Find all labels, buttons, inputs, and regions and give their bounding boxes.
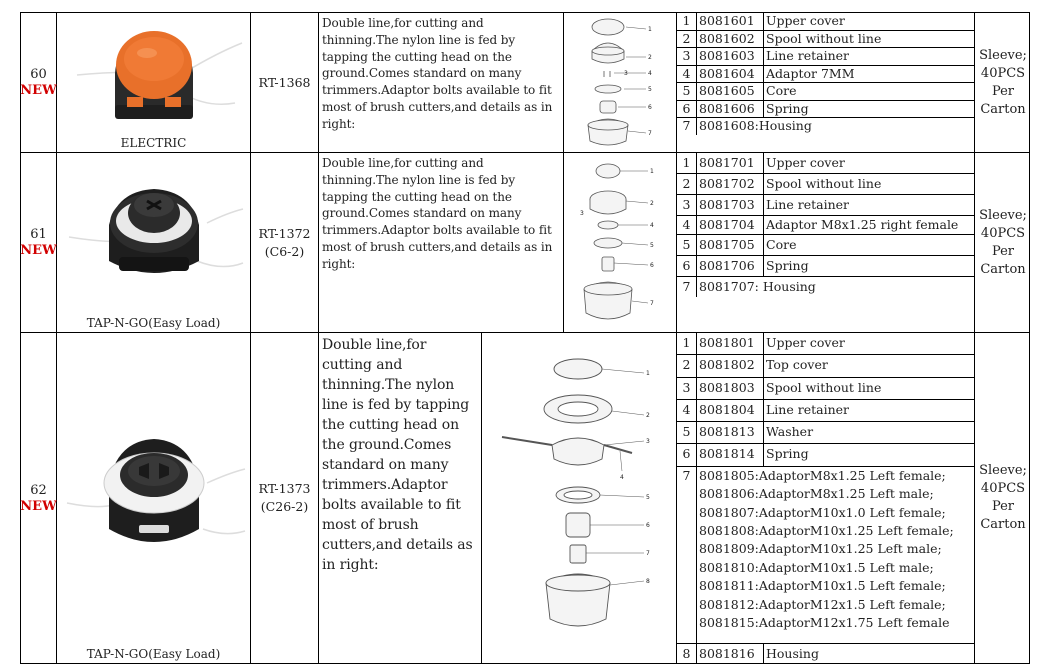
model-number [251,13,319,152]
product-row-62 [21,333,1029,663]
callout-4: 4 [620,474,624,481]
trimmer-head-black-image [57,153,251,315]
product-caption: ELECTRIC [120,136,187,150]
adaptor-item: 8081815:AdaptorM12x1.75 Left female [699,615,950,630]
adaptor-item: 8081809:AdaptorM10x1.25 Left male; [699,541,942,557]
model-code: RT-1373 [258,481,311,496]
new-badge: NEW [20,83,57,98]
adaptor-list [697,467,974,633]
callout-4: 4 [650,222,654,229]
part-row: 8 8081816 Housing [677,643,974,663]
model-code: RT-1372 [258,225,311,241]
exploded-view-diagram [564,153,677,331]
callout-2: 2 [646,412,650,419]
model-subcode: (C6-2) [264,243,305,259]
exploded-view-diagram [482,333,677,661]
callout-3: 3 [580,210,584,217]
product-row-61 [21,153,1029,333]
packing-info: Sleeve; 40PCS Per Carton [979,207,1027,277]
product-number [21,333,57,663]
product-number-text: 60 [30,67,47,82]
part-row: 4 8081604 Adaptor 7MM [677,65,974,83]
callout-1: 1 [646,370,650,377]
part-row: 2 8081702 Spool without line [677,174,974,195]
part-row: 4 8081704 Adaptor M8x1.25 right female [677,216,974,235]
exploded-diagram [564,13,677,152]
part-row: 5 8081813 Washer [677,422,974,444]
callout-2: 2 [648,54,652,61]
part-row: 3 8081703 Line retainer [677,195,974,216]
product-number [21,13,57,152]
part-row: 1 8081801 Upper cover [677,333,974,355]
adaptor-item: 8081810:AdaptorM10x1.5 Left male; [699,559,934,575]
product-photo [57,333,251,663]
part-row: 3 8081803 Spool without line [677,377,974,399]
catalog-table [20,12,1030,664]
product-caption: TAP-N-GO(Easy Load) [86,316,221,330]
new-badge: NEW [20,498,57,514]
adaptor-item: 8081807:AdaptorM10x1.0 Left female; [699,504,946,520]
callout-3: 3 [646,438,650,445]
adaptor-item: 8081812:AdaptorM12x1.5 Left female; [699,596,946,612]
packing-info: Sleeve; 40PCS Per Carton [979,47,1027,117]
callout-5: 5 [648,86,652,93]
parts-list [677,13,975,152]
exploded-diagram [564,153,677,332]
parts-list [677,153,975,332]
product-photo [57,153,251,332]
callout-6: 6 [650,262,654,269]
exploded-diagram [482,333,677,663]
part-row: 2 8081602 Spool without line [677,30,974,48]
callout-5: 5 [646,494,650,501]
part-row: 4 8081804 Line retainer [677,399,974,421]
part-row: 6 8081706 Spring [677,256,974,277]
model-number [251,333,319,663]
callout-7: 7 [648,130,652,137]
callout-7: 7 [646,550,650,557]
part-row: 6 8081606 Spring [677,100,974,118]
product-description: Double line,for cutting and thinning.The nylon line is fed by tapping the cutting head on the ground.Comes standard on many trimmers.Adaptor bolts available to fit most of brush cutters,and details as in right: [319,13,564,152]
product-number-text: 61 [30,227,47,242]
callout-8: 8 [646,578,650,585]
exploded-view-diagram [564,13,677,151]
adaptor-item: 8081806:AdaptorM8x1.25 Left male; [699,486,934,502]
part-row-adaptors: 7 8081805:AdaptorM8x1.25 Left female; 8081806:AdaptorM8x1.25 Left male; 8081807:AdaptorM10x1.0 Left female; 8081808:AdaptorM10x1.25 Left female; 8081809:AdaptorM10x1.25 Left male; 8081810:AdaptorM10x1.5 Left male; 8081811:AdaptorM10x1.5 Left female; 8081812:AdaptorM12x1.5 Left female; 8081815:AdaptorM12x1.75 Left female [677,466,974,643]
callout-1: 1 [648,26,652,33]
adaptor-item: 8081805:AdaptorM8x1.25 Left female; [699,467,946,483]
part-row: 7 8081608:Housing [677,118,974,135]
callout-7: 7 [650,300,654,307]
product-number [21,153,57,332]
new-badge: NEW [20,243,57,258]
part-row: 5 8081705 Core [677,235,974,256]
model-number [251,153,319,332]
part-row: 1 8081601 Upper cover [677,13,974,30]
part-row: 2 8081802 Top cover [677,355,974,377]
product-description: Double line,for cutting and thinning.The nylon line is fed by tapping the cutting head on the ground.Comes standard on many trimmers.Adaptor bolts available to fit most of brush cutters,and details as in right: [319,333,482,663]
callout-5: 5 [650,242,654,249]
model-code: RT-1368 [258,74,311,90]
part-row: 1 8081701 Upper cover [677,153,974,174]
callout-2: 2 [650,200,654,207]
part-row: 5 8081605 Core [677,83,974,101]
callout-3: 3 [624,70,628,77]
callout-1: 1 [650,168,654,175]
model-subcode: (C26-2) [260,499,309,514]
product-row-60 [21,13,1029,153]
part-row: 3 8081603 Line retainer [677,48,974,66]
trimmer-head-white-image [57,333,251,643]
callout-6: 6 [646,522,650,529]
trimmer-head-orange-image [57,13,251,137]
adaptor-item: 8081808:AdaptorM10x1.25 Left female; [699,522,954,538]
parts-list [677,333,975,663]
product-number-text: 62 [30,482,47,498]
part-row: 6 8081814 Spring [677,444,974,466]
part-row: 7 8081707: Housing [677,277,974,298]
callout-6: 6 [648,104,652,111]
adaptor-item: 8081811:AdaptorM10x1.5 Left female; [699,578,946,594]
product-caption: TAP-N-GO(Easy Load) [86,647,221,661]
callout-4: 4 [648,70,652,77]
product-photo [57,13,251,152]
product-description: Double line,for cutting and thinning.The nylon line is fed by tapping the cutting head on the ground.Comes standard on many trimmers.Adaptor bolts available to fit most of brush cutters,and details as in right: [319,153,564,332]
packing-info: Sleeve; 40PCS Per Carton [979,463,1027,532]
